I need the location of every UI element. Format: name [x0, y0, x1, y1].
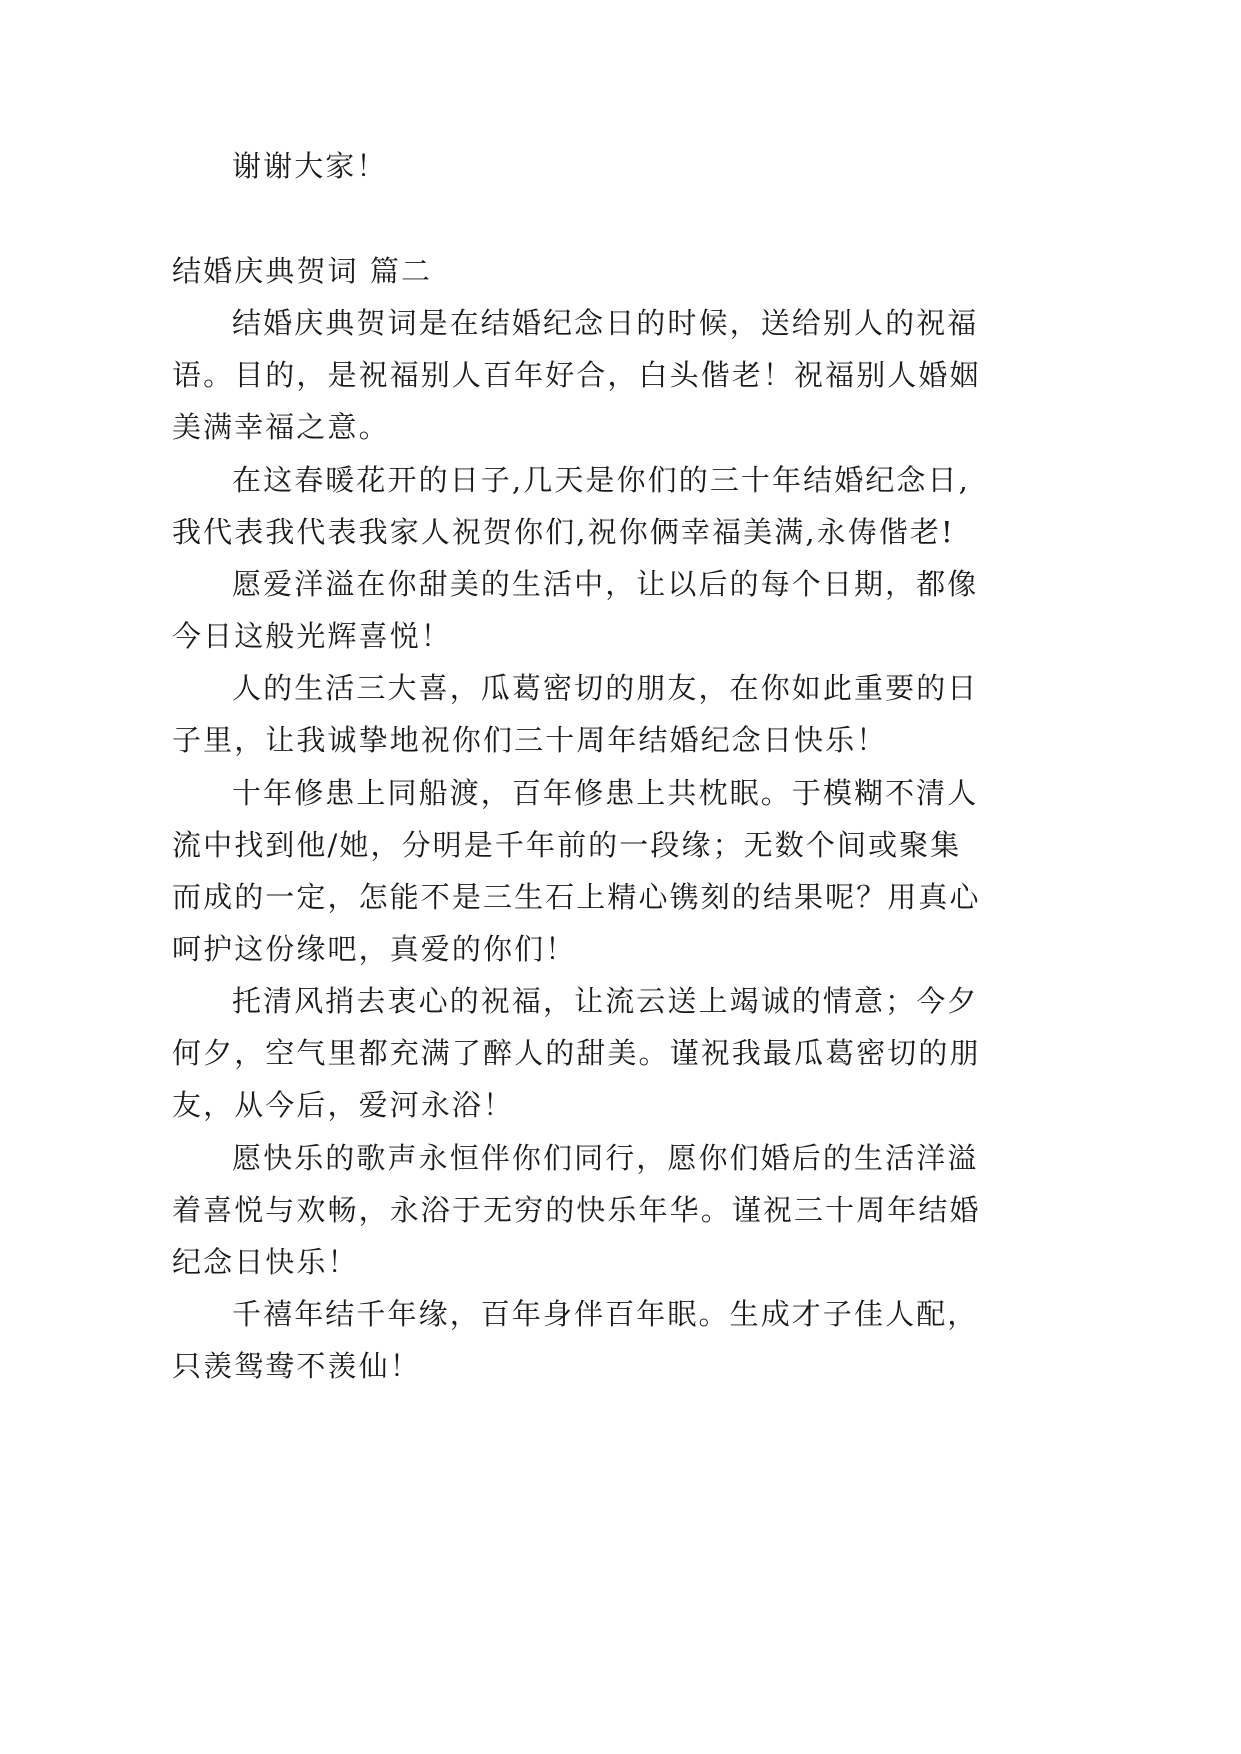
paragraph-line: 千禧年结千年缘，百年身伴百年眠。生成才子佳人配， [232, 1297, 979, 1331]
paragraph-line: 只羡鸳鸯不羡仙！ [172, 1349, 421, 1383]
paragraph-line: 十年修患上同船渡，百年修患上共枕眠。于模糊不清人 [232, 776, 979, 810]
paragraph-line: 着喜悦与欢畅，永浴于无穷的快乐年华。谨祝三十周年结婚 [172, 1193, 981, 1227]
paragraph-line: 友，从今后，爱河永浴！ [172, 1088, 515, 1122]
paragraph-line: 今日这般光辉喜悦！ [172, 619, 452, 653]
paragraph-line: 美满幸福之意。 [172, 410, 390, 444]
section-heading: 结婚庆典贺词 篇二 [172, 254, 433, 288]
paragraph-line: 托清风捎去衷心的祝福，让流云送上竭诚的情意；今夕 [232, 984, 979, 1018]
paragraph-line: 结婚庆典贺词是在结婚纪念日的时候，送给别人的祝福 [232, 306, 979, 340]
paragraph-line: 语。目的，是祝福别人百年好合，白头偕老！祝福别人婚姻 [172, 358, 981, 392]
paragraph-line: 而成的一定，怎能不是三生石上精心镌刻的结果呢？用真心 [172, 880, 981, 914]
paragraph-line: 呵护这份缘吧，真爱的你们！ [172, 932, 577, 966]
paragraph-line: 在这春暖花开的日子,几天是你们的三十年结婚纪念日, [232, 463, 970, 497]
paragraph-line: 愿爱洋溢在你甜美的生活中，让以后的每个日期，都像 [232, 567, 979, 601]
paragraph-line: 人的生活三大喜，瓜葛密切的朋友，在你如此重要的日 [232, 671, 979, 705]
paragraph-line: 子里，让我诚挚地祝你们三十周年结婚纪念日快乐！ [172, 723, 888, 757]
paragraph-line: 何夕，空气里都充满了醉人的甜美。谨祝我最瓜葛密切的朋 [172, 1036, 981, 1070]
paragraph-line: 流中找到他/她，分明是千年前的一段缘；无数个间或聚集 [172, 828, 962, 862]
closing-thanks: 谢谢大家！ [232, 149, 388, 183]
paragraph-line: 纪念日快乐！ [172, 1245, 359, 1279]
paragraph-line: 愿快乐的歌声永恒伴你们同行，愿你们婚后的生活洋溢 [232, 1141, 979, 1175]
paragraph-line: 我代表我代表我家人祝贺你们,祝你俩幸福美满,永俦偕老! [172, 515, 955, 549]
